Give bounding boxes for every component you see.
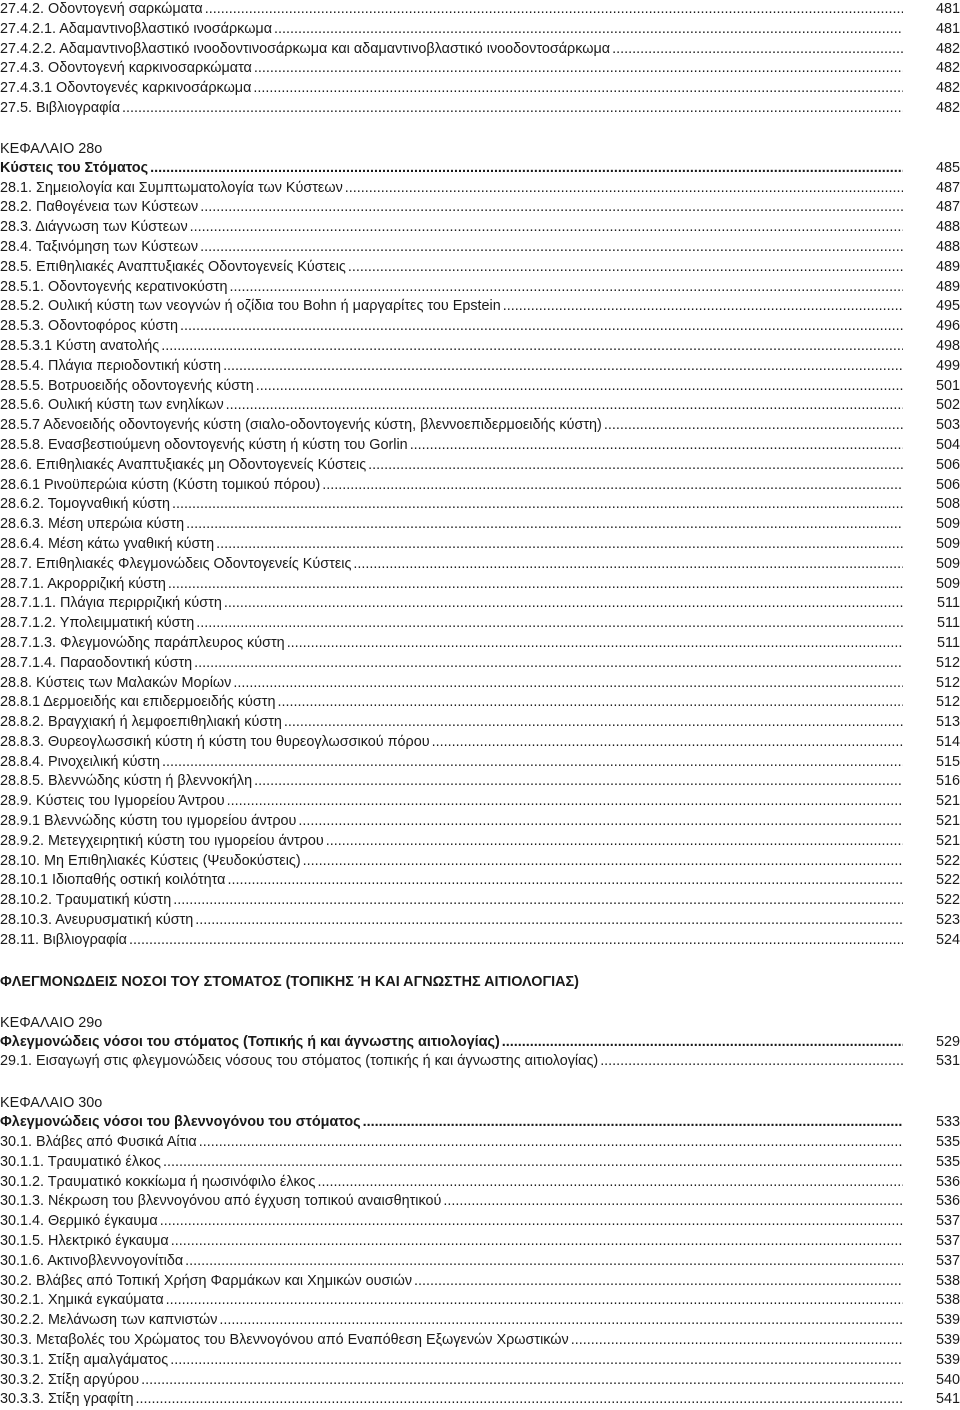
toc-entry xyxy=(0,179,960,199)
dot-leader xyxy=(322,476,903,496)
toc-entry xyxy=(0,713,960,733)
toc-entry-page: 513 xyxy=(935,714,960,731)
toc-entry-page: 482 xyxy=(935,80,960,97)
toc-entry-title: 28.5.6. Ουλική κύστη των ενηλίκων xyxy=(0,397,224,414)
toc-entry-page: 538 xyxy=(935,1272,960,1289)
toc-entry xyxy=(0,337,960,357)
toc-entry-title: 28.6.2. Τομογναθική κύστη xyxy=(0,496,170,513)
toc-entry-title: 28.8.5. Βλεννώδης κύστη ή βλεννοκήλη xyxy=(0,773,253,790)
toc-entry-title: 28.7.1.3. Φλεγμονώδης παράπλευρος κύστη xyxy=(0,634,285,651)
toc-entry-page: 514 xyxy=(935,733,960,750)
chapter-title-row xyxy=(0,1113,960,1133)
chapter28-entries xyxy=(0,179,960,951)
toc-entry-page: 504 xyxy=(935,436,960,453)
toc-entry-page: 523 xyxy=(935,912,960,929)
dot-leader xyxy=(600,1052,903,1072)
dot-leader xyxy=(414,1272,903,1292)
toc-entry xyxy=(0,594,960,614)
toc-entry-page: 536 xyxy=(935,1173,960,1190)
toc-entry-title: 28.5.8. Ενασβεστιούμενη οδοντογενής κύστη ή κύστη του Gorlin xyxy=(0,436,408,453)
toc-entry-title: 28.10.1 Ιδιοπαθής οστική κοιλότητα xyxy=(0,872,226,889)
dot-leader xyxy=(303,852,903,872)
chapter30-title-row xyxy=(0,1113,960,1133)
toc-entry-page: 506 xyxy=(935,476,960,493)
toc-entry-title: 30.1.4. Θερμικό έγκαυμα xyxy=(0,1213,158,1230)
dot-leader xyxy=(171,1232,903,1252)
toc-entry xyxy=(0,772,960,792)
chapter-title-row xyxy=(0,159,960,179)
dot-leader xyxy=(233,674,903,694)
chapter29-heading: ΚΕΦΑΛΑΙΟ 29ο xyxy=(0,1014,103,1031)
dot-leader xyxy=(161,337,903,357)
toc-entry xyxy=(0,1311,960,1331)
toc-entry-title: Φλεγμονώδεις νόσοι του στόματος (Τοπικής ή και άγνωστης αιτιολογίας) xyxy=(0,1033,500,1050)
dot-leader xyxy=(571,1331,903,1351)
toc-entry-title: 30.1. Βλάβες από Φυσικά Αίτια xyxy=(0,1134,197,1151)
toc-entry-title: 27.4.3. Οδοντογενή καρκινοσαρκώματα xyxy=(0,60,252,77)
toc-entry-title: 28.10. Μη Επιθηλιακές Κύστεις (Ψευδοκύστεις) xyxy=(0,852,301,869)
toc-entry xyxy=(0,555,960,575)
spacer xyxy=(0,992,960,1013)
dot-leader xyxy=(317,1173,903,1193)
toc-entry-page: 540 xyxy=(935,1371,960,1388)
toc-entry xyxy=(0,1173,960,1193)
toc-entry-title: 28.7.1.4. Παραοδοντική κύστη xyxy=(0,654,193,671)
dot-leader xyxy=(368,456,903,476)
toc-entry-title: 30.1.3. Νέκρωση του βλεννογόνου από έγχυση τοπικού αναισθητικού xyxy=(0,1193,442,1210)
toc-entry-page: 522 xyxy=(935,872,960,889)
toc-entry-page: 487 xyxy=(935,199,960,216)
toc-entry-title: 30.1.6. Ακτινοβλεννογονίτιδα xyxy=(0,1252,184,1269)
toc-entry-title: 28.2. Παθογένεια των Κύστεων xyxy=(0,199,199,216)
toc-entry xyxy=(0,99,960,119)
toc-entry xyxy=(0,59,960,79)
toc-entry-title: 28.5.7 Αδενοειδής οδοντογενής κύστη (σιαλο-οδοντογενής κύστη, βλεννοεπιδερμοειδής κύστη) xyxy=(0,417,602,434)
dot-leader xyxy=(135,1390,903,1410)
chapter28-title-row xyxy=(0,159,960,179)
dot-leader xyxy=(194,654,903,674)
dot-leader xyxy=(173,891,903,911)
toc-entry-title: 28.11. Βιβλιογραφία xyxy=(0,931,127,948)
toc-entry-page: 512 xyxy=(935,694,960,711)
toc-entry-title: 28.8.1 Δερμοειδής και επιδερμοειδής κύστη xyxy=(0,694,276,711)
toc-entry-title: 28.5.3. Οδοντοφόρος κύστη xyxy=(0,318,178,335)
toc-entry xyxy=(0,832,960,852)
toc-entry-title: 29.1. Εισαγωγή στις φλεγμονώδεις νόσους του στόματος (τοπικής ή και άγνωστης αιτιολογίας) xyxy=(0,1053,599,1070)
toc-entry-title: 28.9.1 Βλεννώδης κύστη του ιγμορείου άντρου xyxy=(0,813,297,830)
toc-entry-page: 521 xyxy=(935,832,960,849)
toc-entry xyxy=(0,198,960,218)
dot-leader xyxy=(185,1252,903,1272)
dot-leader xyxy=(612,40,903,60)
dot-leader xyxy=(287,634,903,654)
toc-entry-page: 511 xyxy=(937,634,960,651)
dot-leader xyxy=(254,772,903,792)
dot-leader xyxy=(227,792,903,812)
toc-entry-title: 28.8.3. Θυρεογλωσσική κύστη ή κύστη του θυρεογλωσσικού πόρου xyxy=(0,733,430,750)
toc-entry-page: 499 xyxy=(935,357,960,374)
toc-entry-title: 30.2. Βλάβες από Τοπική Χρήση Φαρμάκων και Χημικών ουσιών xyxy=(0,1272,413,1289)
toc-entry-title: 28.5.5. Βοτρυοειδής οδοντογενής κύστη xyxy=(0,377,254,394)
toc-entry xyxy=(0,634,960,654)
toc-entry-page: 487 xyxy=(935,179,960,196)
dot-leader xyxy=(284,713,903,733)
dot-leader xyxy=(163,1153,903,1173)
toc-entry-title: 28.8. Κύστεις των Μαλακών Μορίων xyxy=(0,674,232,691)
toc-entry xyxy=(0,218,960,238)
toc-entry-page: 521 xyxy=(935,813,960,830)
toc-entry xyxy=(0,258,960,278)
toc-entry-page: 535 xyxy=(935,1134,960,1151)
toc-entry-page: 535 xyxy=(935,1153,960,1170)
toc-entry xyxy=(0,911,960,931)
toc-entry xyxy=(0,396,960,416)
toc-entry xyxy=(0,753,960,773)
toc-entry-title: 28.8.4. Ρινοχειλική κύστη xyxy=(0,753,161,770)
dot-leader xyxy=(223,357,903,377)
toc-entry xyxy=(0,416,960,436)
toc-entry-title: 28.5.1. Οδοντογενής κερατινοκύστη xyxy=(0,278,228,295)
part-title: ΦΛΕΓΜΟΝΩΔΕΙΣ ΝΟΣΟΙ ΤΟΥ ΣΤΟΜΑΤΟΣ (ΤΟΠΙΚΗΣ Ή ΚΑΙ ΑΓΝΩΣΤΗΣ ΑΙΤΙΟΛΟΓΙΑΣ) xyxy=(0,973,579,990)
toc-entry-page: 488 xyxy=(935,219,960,236)
toc-entry xyxy=(0,871,960,891)
toc-entry xyxy=(0,1212,960,1232)
dot-leader xyxy=(129,931,903,951)
toc-entry-page: 482 xyxy=(935,99,960,116)
chapter29-entries xyxy=(0,1052,960,1072)
toc-entry-title: 28.9.2. Μετεγχειρητική κύστη του ιγμορείου άντρου xyxy=(0,832,324,849)
dot-leader xyxy=(277,693,903,713)
toc-entry-title: 27.5. Βιβλιογραφία xyxy=(0,99,121,116)
toc-entry-title: 27.4.2.1. Αδαμαντινοβλαστικό ινοσάρκωμα xyxy=(0,20,273,37)
toc-entry xyxy=(0,79,960,99)
dot-leader xyxy=(162,753,903,773)
dot-leader xyxy=(190,218,903,238)
toc-entry-page: 489 xyxy=(935,258,960,275)
toc-entry xyxy=(0,812,960,832)
toc-entry-title: 28.10.2. Τραυματική κύστη xyxy=(0,892,172,909)
toc-entry-page: 511 xyxy=(937,595,960,612)
dot-leader xyxy=(172,495,903,515)
toc-entry-page: 509 xyxy=(935,535,960,552)
toc-entry xyxy=(0,1291,960,1311)
toc-entry-title: 28.6. Επιθηλιακές Αναπτυξιακές μη Οδοντογενείς Κύστεις xyxy=(0,456,367,473)
toc-entry-title: 28.7.1.1. Πλάγια περιρριζική κύστη xyxy=(0,595,222,612)
dot-leader xyxy=(160,1212,903,1232)
dot-leader xyxy=(150,159,903,179)
dot-leader xyxy=(226,396,903,416)
toc-entry xyxy=(0,1371,960,1391)
toc-entry xyxy=(0,377,960,397)
dot-leader xyxy=(195,911,903,931)
toc-entry-page: 506 xyxy=(935,456,960,473)
toc-entry-title: 28.7. Επιθηλιακές Φλεγμονώδεις Οδοντογενείς Κύστεις xyxy=(0,555,352,572)
toc-entry-page: 482 xyxy=(935,40,960,57)
toc-entry-page: 511 xyxy=(937,615,960,632)
toc-entry-title: Φλεγμονώδεις νόσοι του βλεννογόνου του στόματος xyxy=(0,1114,361,1131)
toc-entry-page: 489 xyxy=(935,278,960,295)
toc-block-chapter27-end xyxy=(0,0,960,119)
toc-entry-title: 28.1. Σημειολογία και Συμπτωματολογία των Κύστεων xyxy=(0,179,343,196)
chapter30-entries xyxy=(0,1133,960,1410)
toc-entry xyxy=(0,357,960,377)
toc-entry-title: 27.4.2. Οδοντογενή σαρκώματα xyxy=(0,1,203,17)
toc-entry-page: 541 xyxy=(935,1391,960,1408)
toc-entry-title: 30.3. Μεταβολές του Χρώματος του Βλεννογόνου από Εναπόθεση Εξωγενών Χρωστικών xyxy=(0,1332,569,1349)
toc-entry xyxy=(0,1351,960,1371)
toc-entry-title: 28.5.2. Ουλική κύστη των νεογνών ή οζίδια του Bohn ή μαργαρίτες του Epstein xyxy=(0,298,501,315)
toc-entry xyxy=(0,1192,960,1212)
toc-entry-title: 30.2.1. Χημικά εγκαύματα xyxy=(0,1292,164,1309)
toc-entry-title: 30.1.5. Ηλεκτρικό έγκαυμα xyxy=(0,1233,169,1250)
dot-leader xyxy=(274,20,903,40)
toc-entry xyxy=(0,733,960,753)
toc-entry xyxy=(0,891,960,911)
toc-entry xyxy=(0,1252,960,1272)
dot-leader xyxy=(432,733,903,753)
toc-entry-page: 537 xyxy=(935,1233,960,1250)
toc-entry-title: 27.4.3.1 Οδοντογενές καρκινοσάρκωμα xyxy=(0,80,252,97)
toc-entry-title: Κύστεις του Στόματος xyxy=(0,159,149,176)
toc-entry xyxy=(0,1272,960,1292)
dot-leader xyxy=(224,594,903,614)
dot-leader xyxy=(348,258,903,278)
toc-entry-page: 537 xyxy=(935,1252,960,1269)
dot-leader xyxy=(227,871,903,891)
toc-entry-title: 30.1.2. Τραυματικό κοκκίωμα ή ηωσινόφιλο έλκος xyxy=(0,1173,316,1190)
dot-leader xyxy=(363,1113,903,1133)
toc-entry-page: 512 xyxy=(935,654,960,671)
toc-entry xyxy=(0,654,960,674)
toc-entry xyxy=(0,40,960,60)
toc-entry-title: 30.3.2. Στίξη αργύρου xyxy=(0,1371,140,1388)
toc-entry-page: 524 xyxy=(935,931,960,948)
toc-entry xyxy=(0,575,960,595)
toc-entry-title: 30.3.1. Στίξη αμαλγάματος xyxy=(0,1351,169,1368)
toc-entry-page: 502 xyxy=(935,397,960,414)
toc-entry-page: 485 xyxy=(935,159,960,176)
toc-entry-page: 509 xyxy=(935,575,960,592)
toc-entry xyxy=(0,693,960,713)
toc-entry-page: 531 xyxy=(935,1053,960,1070)
toc-entry xyxy=(0,674,960,694)
dot-leader xyxy=(180,317,903,337)
toc-entry-title: 27.4.2.2. Αδαμαντινοβλαστικό ινοοδοντινοσάρκωμα και αδαμαντινοβλαστικό ινοοδοντοσάρκωμα xyxy=(0,40,611,57)
toc-entry-page: 509 xyxy=(935,516,960,533)
dot-leader xyxy=(229,278,903,298)
toc-entry-page: 515 xyxy=(935,753,960,770)
toc-entry-page: 503 xyxy=(935,417,960,434)
toc-entry-page: 508 xyxy=(935,496,960,513)
toc-entry xyxy=(0,238,960,258)
toc-entry-page: 516 xyxy=(935,773,960,790)
dot-leader xyxy=(254,59,903,79)
dot-leader xyxy=(443,1192,903,1212)
toc-entry-page: 482 xyxy=(935,60,960,77)
toc-entry-title: 28.5.4. Πλάγια περιοδοντική κύστη xyxy=(0,357,222,374)
toc-entry-page: 481 xyxy=(935,1,960,17)
toc-entry-page: 538 xyxy=(935,1292,960,1309)
toc-entry-title: 28.4. Ταξινόμηση των Κύστεων xyxy=(0,238,199,255)
toc-entry-page: 522 xyxy=(935,852,960,869)
toc-entry-title: 30.3.3. Στίξη γραφίτη xyxy=(0,1391,134,1408)
toc-entry xyxy=(0,852,960,872)
toc-entry xyxy=(0,1153,960,1173)
toc-entry xyxy=(0,614,960,634)
toc-entry-title: 28.3. Διάγνωση των Κύστεων xyxy=(0,219,188,236)
chapter-title-row xyxy=(0,1033,960,1053)
toc-entry xyxy=(0,297,960,317)
dot-leader xyxy=(168,575,903,595)
dot-leader xyxy=(200,198,903,218)
dot-leader xyxy=(353,555,903,575)
toc-entry xyxy=(0,792,960,812)
toc-entry xyxy=(0,1331,960,1351)
toc-entry-title: 28.8.2. Βραγχιακή ή λεμφοεπιθηλιακή κύστη xyxy=(0,714,282,731)
dot-leader xyxy=(410,436,903,456)
toc-entry-page: 539 xyxy=(935,1332,960,1349)
toc-entry-page: 498 xyxy=(935,337,960,354)
toc-entry xyxy=(0,476,960,496)
dot-leader xyxy=(253,79,903,99)
toc-entry xyxy=(0,317,960,337)
toc-entry-page: 488 xyxy=(935,238,960,255)
toc-entry-page: 521 xyxy=(935,793,960,810)
toc-entry-title: 28.5. Επιθηλιακές Αναπτυξιακές Οδοντογενείς Κύστεις xyxy=(0,258,346,275)
dot-leader xyxy=(200,238,903,258)
toc-entry xyxy=(0,515,960,535)
dot-leader xyxy=(166,1291,903,1311)
toc-entry xyxy=(0,456,960,476)
toc-entry-title: 28.9. Κύστεις του Ιγμορείου Άντρου xyxy=(0,793,225,810)
spacer xyxy=(0,951,960,972)
toc-entry-page: 533 xyxy=(935,1114,960,1131)
toc-entry-page: 522 xyxy=(935,892,960,909)
dot-leader xyxy=(345,179,903,199)
toc-entry-title: 28.5.3.1 Κύστη ανατολής xyxy=(0,337,160,354)
dot-leader xyxy=(196,614,903,634)
toc-entry-title: 28.6.3. Μέση υπερώια κύστη xyxy=(0,516,185,533)
toc-entry-title: 28.6.1 Ρινοϋπερώια κύστη (Κύστη τομικού πόρου) xyxy=(0,476,321,493)
toc-entry-page: 501 xyxy=(935,377,960,394)
dot-leader xyxy=(326,832,903,852)
toc-entry-page: 495 xyxy=(935,298,960,315)
dot-leader xyxy=(141,1371,903,1391)
dot-leader xyxy=(199,1133,903,1153)
toc-entry xyxy=(0,1052,960,1072)
toc-entry-title: 28.10.3. Ανευρυσματική κύστη xyxy=(0,912,194,929)
toc-entry xyxy=(0,0,960,20)
dot-leader xyxy=(219,1311,903,1331)
dot-leader xyxy=(502,1033,903,1053)
toc-entry xyxy=(0,495,960,515)
dot-leader xyxy=(298,812,903,832)
toc-entry-page: 539 xyxy=(935,1351,960,1368)
toc-entry xyxy=(0,1232,960,1252)
spacer xyxy=(0,119,960,139)
toc-entry xyxy=(0,931,960,951)
toc-entry-page: 481 xyxy=(935,20,960,37)
toc-entry-page: 512 xyxy=(935,674,960,691)
dot-leader xyxy=(216,535,903,555)
toc-entry-page: 539 xyxy=(935,1312,960,1329)
dot-leader xyxy=(205,0,903,20)
dot-leader xyxy=(604,416,903,436)
toc-entry-title: 28.7.1.2. Υπολειμματική κύστη xyxy=(0,615,195,632)
dot-leader xyxy=(170,1351,903,1371)
toc-entry-title: 30.1.1. Τραυματικό έλκος xyxy=(0,1153,161,1170)
chapter29-title-row xyxy=(0,1033,960,1053)
spacer xyxy=(0,1072,960,1093)
dot-leader xyxy=(256,377,903,397)
toc-entry-title: 28.6.4. Μέση κάτω γναθική κύστη xyxy=(0,535,215,552)
toc-entry xyxy=(0,436,960,456)
chapter30-heading: ΚΕΦΑΛΑΙΟ 30ο xyxy=(0,1095,103,1112)
dot-leader xyxy=(503,297,903,317)
toc-entry xyxy=(0,20,960,40)
toc-entry-page: 536 xyxy=(935,1193,960,1210)
toc-entry-page: 529 xyxy=(935,1033,960,1050)
toc-entry-title: 30.2.2. Μελάνωση των καπνιστών xyxy=(0,1312,218,1329)
toc-entry xyxy=(0,535,960,555)
toc-entry xyxy=(0,1133,960,1153)
toc-entry-page: 509 xyxy=(935,555,960,572)
toc-entry xyxy=(0,1390,960,1410)
dot-leader xyxy=(186,515,903,535)
dot-leader xyxy=(122,99,903,119)
toc-entry xyxy=(0,278,960,298)
chapter28-heading: ΚΕΦΑΛΑΙΟ 28ο xyxy=(0,140,103,157)
toc-entry-page: 537 xyxy=(935,1213,960,1230)
toc-entry-page: 496 xyxy=(935,318,960,335)
toc-entry-title: 28.7.1. Ακρορριζική κύστη xyxy=(0,575,166,592)
